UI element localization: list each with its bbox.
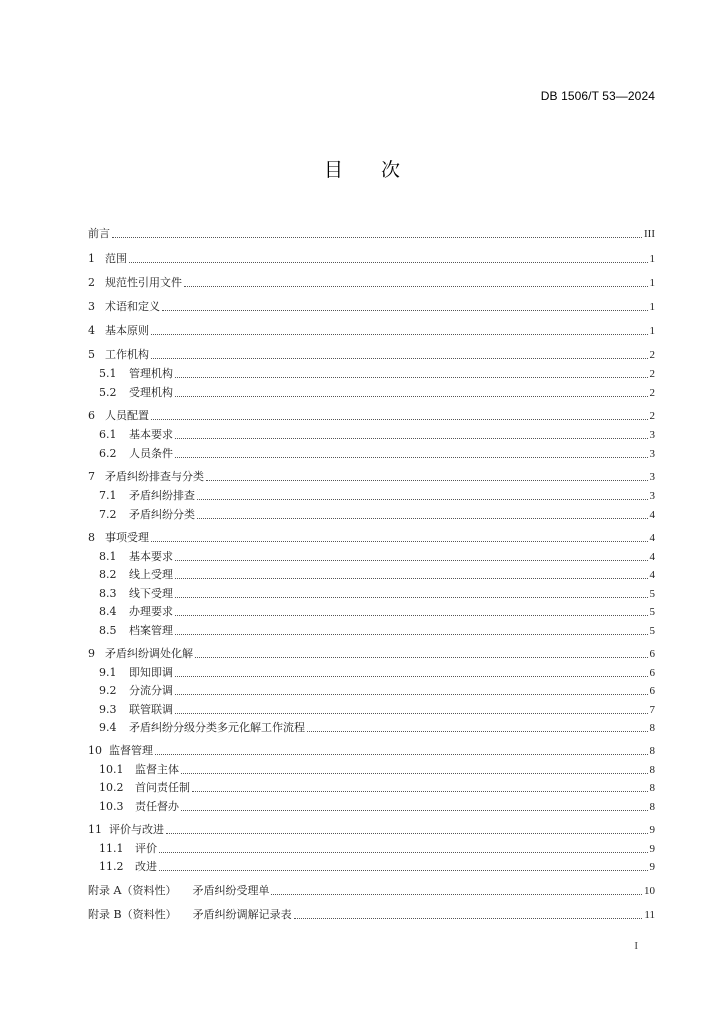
toc-entry-label [88,253,127,265]
toc-leader-dots [175,712,648,714]
toc-entry[interactable] [88,301,655,313]
toc-entry-title: 矛盾纠纷调处化解 [105,647,193,660]
toc-entry-label [99,722,305,734]
toc-entry-page: 4 [649,509,655,521]
toc-leader-dots [159,869,648,871]
toc-entry-title: 线下受理 [129,587,173,600]
toc-leader-dots [184,285,648,287]
toc-entry-page: 1 [649,277,655,289]
toc-entry-label [99,782,190,794]
toc-leader-dots [175,559,648,561]
toc-entry-label [88,301,160,313]
toc-leader-dots [175,675,648,677]
toc-entry-number: 2 [88,276,95,289]
toc-leader-dots [162,309,648,311]
title-char-1: 目 [323,159,343,181]
toc-entry-title: 矛盾纠纷受理单 [192,884,270,897]
toc-entry[interactable] [88,228,655,240]
toc-entry-label [88,349,149,361]
toc-entry[interactable] [88,782,655,794]
toc-leader-dots [151,540,648,542]
toc-entry-title: 管理机构 [129,367,173,380]
toc-entry[interactable] [88,429,655,441]
toc-entry-title: 矛盾纠纷分类 [129,508,195,521]
toc-leader-dots [197,498,648,500]
toc-entry-label [99,764,179,776]
toc-entry-number: 11 [88,823,102,836]
toc-entry-page: 1 [649,325,655,337]
toc-entry-page: 3 [649,490,655,502]
toc-entry-title: 人员配置 [105,409,149,422]
toc-entry-title: 办理要求 [129,605,173,618]
toc-leader-dots [175,437,648,439]
toc-entry-page: III [644,228,655,240]
toc-entry-number: 8.3 [99,587,117,600]
toc-leader-dots [175,577,648,579]
toc-entry-title: 监督管理 [109,744,153,757]
toc-entry-label [99,551,173,563]
toc-entry-page: 3 [649,429,655,441]
toc-entry-title: 联管联调 [129,703,173,716]
toc-entry-title: 受理机构 [129,386,173,399]
toc-entry-number: 10.1 [99,763,124,776]
toc-entry-number: 1 [88,252,95,265]
toc-leader-dots [151,418,648,420]
toc-entry-number: 4 [88,324,95,337]
toc-entry-number: 9.2 [99,684,117,697]
toc-entry[interactable] [88,253,655,265]
toc-entry-number: 8.4 [99,605,117,618]
toc-entry-number: 6.1 [99,428,117,441]
toc-entry-number: 8.2 [99,568,117,581]
toc-entry-title: 即知即调 [129,666,173,679]
toc-entry-page: 9 [649,843,655,855]
toc-entry[interactable] [88,448,655,460]
toc-entry-title: 事项受理 [105,531,149,544]
toc-entry-title: 基本要求 [129,550,173,563]
toc-entry-page: 9 [649,824,655,836]
toc-entry-number: 5.2 [99,386,117,399]
toc-entry[interactable] [88,648,655,660]
toc-entry-title: 范围 [105,252,127,265]
toc-entry[interactable] [88,801,655,813]
toc-entry-page: 2 [649,387,655,399]
toc-entry-number: 9.4 [99,721,117,734]
toc-entry-number: 9.3 [99,703,117,716]
document-code: DB 1506/T 53—2024 [540,89,655,103]
toc-entry-number: 8.5 [99,624,117,637]
toc-entry-page: 8 [649,764,655,776]
toc-entry-label [99,625,173,637]
toc-entry-number: 10 [88,744,102,757]
toc-leader-dots [175,614,648,616]
toc-leader-dots [151,357,648,359]
toc-entry[interactable] [88,569,655,581]
toc-leader-dots [112,236,642,238]
toc-entry-number: 3 [88,300,95,313]
toc-entry-page: 1 [649,301,655,313]
toc-entry-page: 3 [649,448,655,460]
toc-entry[interactable] [88,722,655,734]
toc-entry-label [88,277,182,289]
toc-entry-page: 6 [649,685,655,697]
toc-entry[interactable] [88,387,655,399]
toc-entry-page: 2 [649,349,655,361]
toc-entry-label [99,569,173,581]
toc-entry[interactable] [88,885,655,897]
toc-entry[interactable] [88,909,655,921]
toc-entry-page: 8 [649,782,655,794]
toc-entry[interactable] [88,685,655,697]
toc-entry-label [99,843,157,855]
toc-leader-dots [192,790,648,792]
toc-entry-page: 7 [649,704,655,716]
toc-leader-dots [175,693,648,695]
toc-leader-dots [166,832,648,834]
toc-entry-number: 9 [88,647,95,660]
toc-leader-dots [195,656,648,658]
toc-entry[interactable] [88,606,655,618]
toc-entry-title: 基本要求 [129,428,173,441]
toc-entry-title: 监督主体 [135,763,179,776]
toc-entry-label [88,325,149,337]
toc-leader-dots [151,333,648,335]
toc-entry-page: 4 [649,569,655,581]
toc-entry-number: 6 [88,409,95,422]
page-number: I [634,940,638,952]
toc-leader-dots [175,633,648,635]
toc-entry-title: 矛盾纠纷排查与分类 [105,470,204,483]
toc-entry-label [88,471,204,483]
toc-leader-dots [175,376,648,378]
toc-entry-page: 4 [649,551,655,563]
toc-entry-label [99,861,157,873]
toc-entry[interactable] [88,745,655,757]
toc-entry-title: 基本原则 [105,324,149,337]
toc-leader-dots [175,456,648,458]
toc-entry-number: 8.1 [99,550,117,563]
toc-entry-label [88,745,153,757]
toc-entry-page: 10 [644,885,655,897]
toc-entry-label [99,801,179,813]
toc-entry-title: 工作机构 [105,348,149,361]
toc-entry-label [88,532,149,544]
toc-entry-title: 评价 [135,842,157,855]
toc-entry-title: 前言 [88,227,110,240]
toc-entry-page: 5 [649,606,655,618]
toc-leader-dots [159,851,648,853]
toc-entry-number: 5.1 [99,367,117,380]
toc-entry[interactable] [88,861,655,873]
toc-entry-label [99,667,173,679]
toc-entry-title: 改进 [135,860,157,873]
toc-entry-number: 5 [88,348,95,361]
toc-entry-label [99,606,173,618]
toc-entry-title: 责任督办 [135,800,179,813]
toc-entry[interactable] [88,349,655,361]
toc-entry-number: 7 [88,470,95,483]
toc-entry-label [88,885,269,897]
toc-entry-number: 附录 A（资料性） [88,884,177,897]
toc-entry-page: 3 [649,471,655,483]
toc-entry-page: 4 [649,532,655,544]
toc-entry-number: 6.2 [99,447,117,460]
toc-entry[interactable] [88,471,655,483]
toc-leader-dots [175,395,648,397]
toc-entry-number: 11.2 [99,860,124,873]
toc-entry[interactable] [88,368,655,380]
toc-entry-number: 7.2 [99,508,117,521]
toc-leader-dots [155,753,648,755]
toc-leader-dots [175,596,648,598]
toc-entry[interactable] [88,588,655,600]
toc-entry-title: 矛盾纠纷分级分类多元化解工作流程 [129,721,305,734]
toc-entry[interactable] [88,667,655,679]
toc-entry[interactable] [88,325,655,337]
toc-entry[interactable] [88,843,655,855]
toc-entry-title: 线上受理 [129,568,173,581]
toc-entry-title: 档案管理 [129,624,173,637]
toc-entry-title: 矛盾纠纷排查 [129,489,195,502]
toc-entry[interactable] [88,509,655,521]
toc-entry-label [99,685,173,697]
toc-entry-page: 6 [649,648,655,660]
toc-entry-page: 5 [649,625,655,637]
toc-entry-label [99,509,195,521]
toc-entry-page: 2 [649,368,655,380]
toc-entry-number: 8 [88,531,95,544]
toc-leader-dots [181,809,648,811]
toc-entry-label [88,824,164,836]
toc-entry-label [99,490,195,502]
toc-entry-label [88,648,193,660]
toc-entry-page: 11 [644,909,655,921]
toc-entry-page: 8 [649,801,655,813]
toc-entry-number: 7.1 [99,489,117,502]
toc-entry-title: 术语和定义 [105,300,160,313]
toc-entry[interactable] [88,277,655,289]
toc-entry-page: 5 [649,588,655,600]
toc-leader-dots [294,917,643,919]
toc-entry[interactable] [88,824,655,836]
toc-entry-label [88,228,110,240]
page-title [0,155,724,182]
toc-entry-number: 附录 B（资料性） [88,908,177,921]
toc-entry-title: 评价与改进 [109,823,164,836]
toc-leader-dots [197,517,648,519]
toc-entry-number: 10.2 [99,781,124,794]
toc-entry-label [88,410,149,422]
toc-entry[interactable] [88,625,655,637]
toc-entry-page: 2 [649,410,655,422]
toc-entry-title: 规范性引用文件 [105,276,182,289]
toc-entry-number: 9.1 [99,666,117,679]
toc-entry-title: 矛盾纠纷调解记录表 [192,908,292,921]
toc-leader-dots [271,893,642,895]
toc-entry[interactable] [88,532,655,544]
toc-entry-label [88,909,292,921]
toc-entry[interactable] [88,551,655,563]
toc-entry-title: 人员条件 [129,447,173,460]
toc-entry-page: 1 [649,253,655,265]
toc-entry-page: 9 [649,861,655,873]
toc-entry-page: 8 [649,745,655,757]
toc-leader-dots [129,261,648,263]
toc-entry-number: 11.1 [99,842,124,855]
toc-entry-title: 首问责任制 [135,781,190,794]
toc-entry-page: 8 [649,722,655,734]
toc-entry[interactable] [88,764,655,776]
toc-entry[interactable] [88,490,655,502]
toc-leader-dots [307,730,648,732]
toc-entry-label [99,429,173,441]
title-char-2: 次 [381,159,401,181]
toc-entry-number: 10.3 [99,800,124,813]
toc-entry-label [99,387,173,399]
toc-entry-label [99,704,173,716]
toc-leader-dots [181,772,648,774]
toc-entry-label [99,448,173,460]
toc-entry-title: 分流分调 [129,684,173,697]
toc-leader-dots [206,479,648,481]
toc-entry-page: 6 [649,667,655,679]
toc-entry[interactable] [88,704,655,716]
toc-entry-label [99,588,173,600]
toc-entry-label [99,368,173,380]
toc-entry[interactable] [88,410,655,422]
